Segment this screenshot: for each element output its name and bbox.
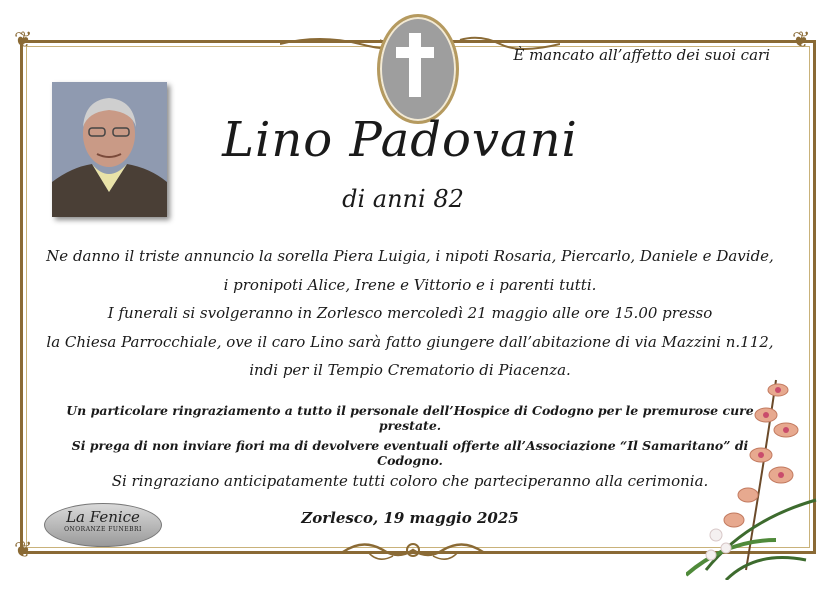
deceased-age: di anni 82 [342, 185, 464, 213]
place-date: Zorlesco, 19 maggio 2025 [301, 509, 519, 527]
announcement-line: Ne danno il triste annuncio la sorella Piera Luigia, i nipoti Rosaria, Piercarlo, Daniele e Davide, [46, 247, 774, 265]
funeral-home-logo [44, 503, 162, 547]
deceased-name: Lino Padovani [222, 112, 578, 168]
closing-thanks: Si ringraziano anticipatamente tutti coloro che parteciperanno alla cerimonia. [111, 472, 709, 490]
no-flowers-note: Si prega di non inviare fiori ma di devolvere eventuali offerte all’Associazione “Il Samaritano” di Codogno. [71, 438, 749, 468]
cross-medallion [377, 14, 459, 124]
announcement-line: la Chiesa Parrocchiale, ove il caro Lino sarà fatto giungere dall’abitazione di via Mazzini n.112, [46, 332, 774, 351]
orchid-flowers-icon [686, 370, 826, 580]
logo-subtitle: ONORANZE FUNEBRI [64, 526, 142, 533]
corner-flourish-icon: ❦ [14, 538, 33, 563]
intro-quote: È mancato all’affetto dei suoi cari [513, 46, 770, 64]
announcement-line: indi per il Tempio Crematorio di Piacenza. [249, 361, 571, 379]
corner-flourish-icon: ❦ [14, 28, 33, 53]
announcement-line: I funerali si svolgeranno in Zorlesco mercoledì 21 maggio alle ore 15.00 presso [107, 304, 713, 322]
bottom-ornament-icon [338, 530, 488, 570]
cross-icon [380, 17, 450, 115]
hospice-thanks: Un particolare ringraziamento a tutto il personale dell’Hospice di Codogno per le premurose cure prestate. [66, 403, 754, 433]
announcement-line: i pronipoti Alice, Irene e Vittorio e i parenti tutti. [223, 275, 597, 294]
announcement-text [40, 242, 780, 385]
corner-flourish-icon: ❦ [792, 28, 811, 53]
logo-name: La Fenice [66, 508, 140, 526]
